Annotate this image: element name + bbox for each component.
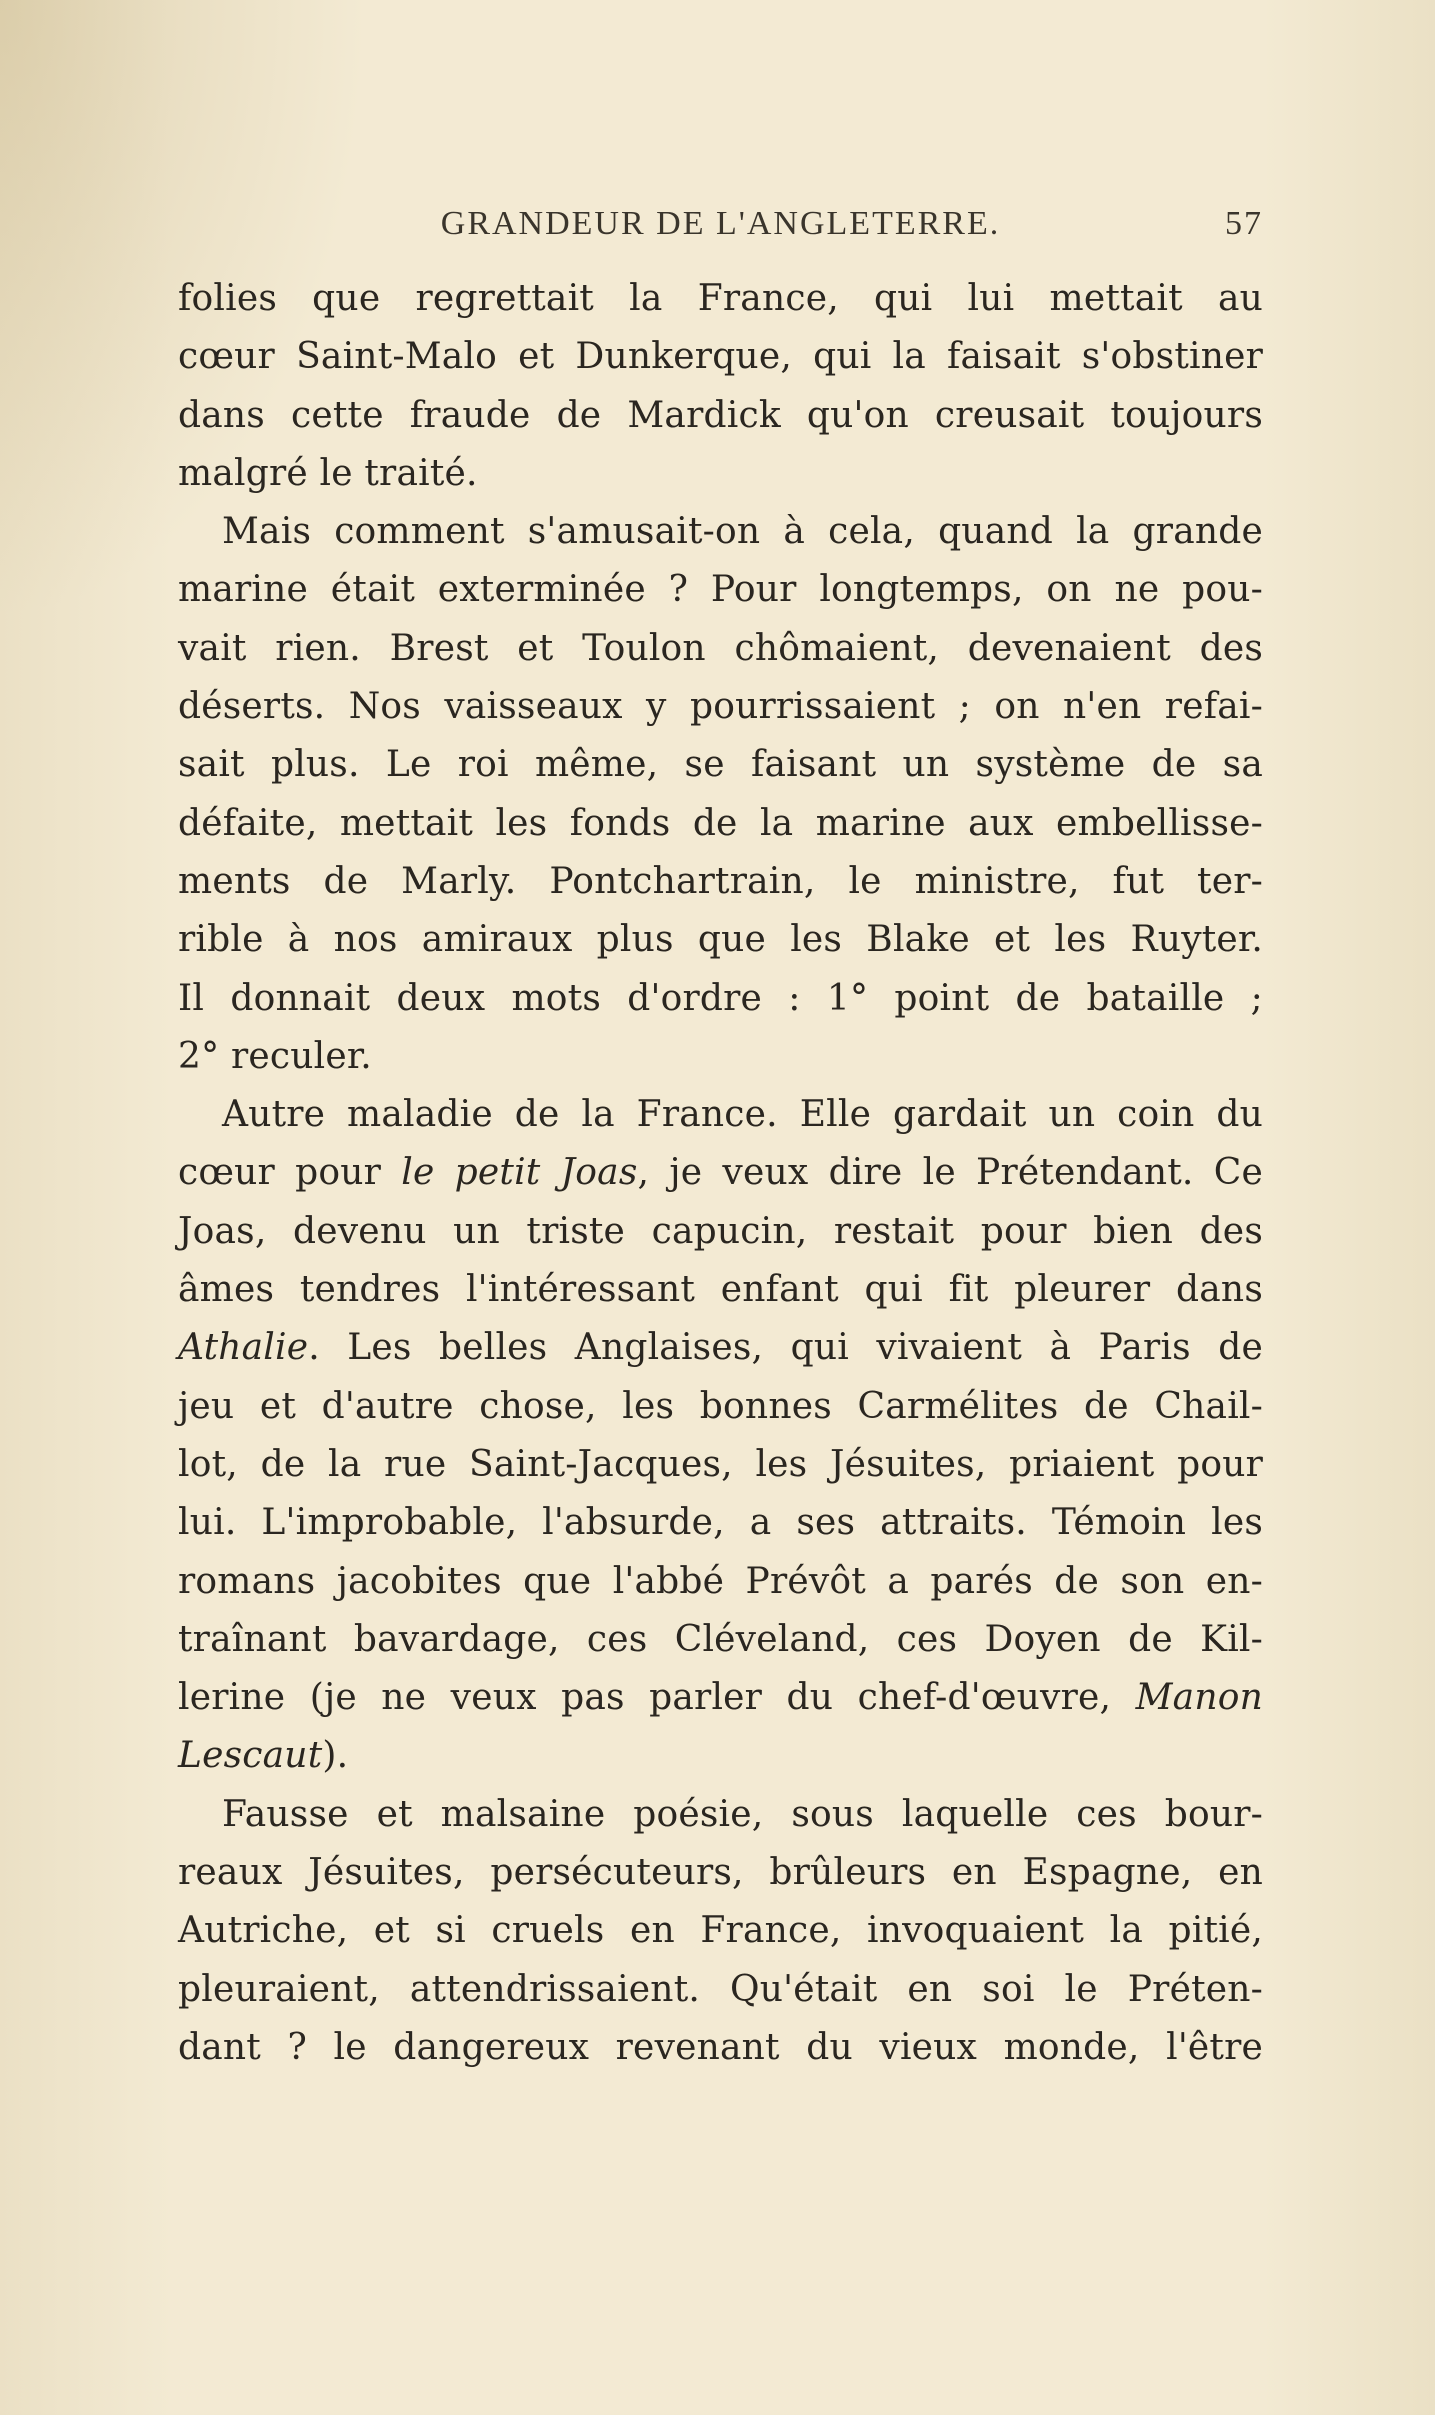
text-line: ments de Marly. Pontchartrain, le ministre, fut ter-: [178, 860, 1263, 902]
text-line: dans cette fraude de Mardick qu'on creusait toujours: [178, 394, 1263, 436]
text-line-rich: lerine (je ne veux pas parler du chef-d'œuvre, Manon: [178, 1677, 1263, 1719]
page-number: 57: [1225, 205, 1263, 242]
text-line: Fausse et malsaine poésie, sous laquelle ces bour-: [222, 1793, 1263, 1835]
text-line: Il donnait deux mots d'ordre : 1° point de bataille ;: [178, 977, 1263, 1019]
text-line: Autre maladie de la France. Elle gardait un coin du: [222, 1094, 1263, 1136]
text-line: rible à nos amiraux plus que les Blake et les Ruyter.: [178, 919, 1263, 961]
italic-title: Athalie: [178, 1327, 309, 1369]
text-line: cœur Saint-Malo et Dunkerque, qui la faisait s'obstiner: [178, 336, 1263, 378]
text-line: malgré le traité.: [178, 452, 478, 494]
text-line: folies que regrettait la France, qui lui mettait au: [178, 278, 1263, 319]
text-line: romans jacobites que l'abbé Prévôt a parés de son en-: [178, 1560, 1263, 1602]
text-line: sait plus. Le roi même, se faisant un système de sa: [178, 744, 1263, 786]
text-line-rich: Athalie. Les belles Anglaises, qui vivaient à Paris de: [178, 1327, 1263, 1369]
text-line: jeu et d'autre chose, les bonnes Carmélites de Chail-: [178, 1385, 1263, 1427]
text-line: 2° reculer.: [178, 1035, 372, 1077]
text-line: vait rien. Brest et Toulon chômaient, devenaient des: [178, 627, 1263, 669]
text-line: âmes tendres l'intéressant enfant qui fit pleurer dans: [178, 1269, 1263, 1311]
italic-title: Lescaut: [178, 1735, 323, 1777]
text-line: défaite, mettait les fonds de la marine aux embellisse-: [178, 802, 1263, 844]
running-title: GRANDEUR DE L'ANGLETERRE.: [440, 205, 1001, 242]
text-line: traînant bavardage, ces Cléveland, ces Doyen de Kil-: [178, 1618, 1263, 1660]
italic-phrase: le petit Joas: [401, 1152, 638, 1194]
text-line: Autriche, et si cruels en France, invoquaient la pitié,: [178, 1910, 1263, 1952]
text-line: Joas, devenu un triste capucin, restait pour bien des: [178, 1210, 1263, 1252]
text-line: dant ? le dangereux revenant du vieux monde, l'être: [178, 2026, 1263, 2068]
running-head: [178, 205, 1263, 255]
text-line: pleuraient, attendrissaient. Qu'était en soi le Préten-: [178, 1968, 1263, 2010]
italic-title: Manon: [1135, 1677, 1263, 1719]
text-line: lui. L'improbable, l'absurde, a ses attraits. Témoin les: [178, 1502, 1263, 1544]
text-line: marine était exterminée ? Pour longtemps, on ne pou-: [178, 569, 1263, 611]
text-line: Mais comment s'amusait-on à cela, quand la grande: [222, 511, 1263, 553]
text-line: déserts. Nos vaisseaux y pourrissaient ; on n'en refai-: [178, 686, 1263, 728]
text-line-rich: Lescaut).: [178, 1735, 349, 1777]
text-line-rich: cœur pour le petit Joas, je veux dire le Prétendant. Ce: [178, 1152, 1263, 1194]
body-text: [178, 270, 1263, 2077]
text-line: reaux Jésuites, persécuteurs, brûleurs en Espagne, en: [178, 1852, 1263, 1894]
text-line: lot, de la rue Saint-Jacques, les Jésuites, priaient pour: [178, 1443, 1263, 1485]
